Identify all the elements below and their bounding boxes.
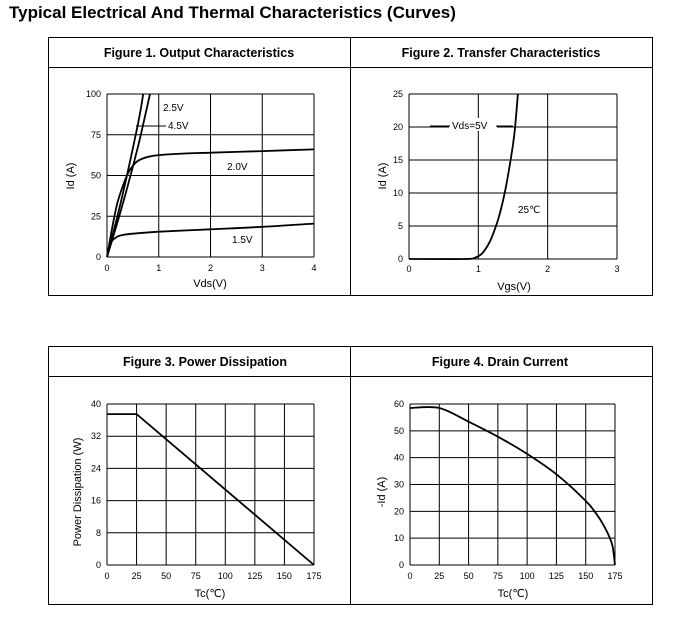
fig3-x-tick-label: 150 xyxy=(276,571,292,581)
fig4-y-tick-label: 30 xyxy=(393,479,404,490)
fig3-x-tick-label: 75 xyxy=(190,571,201,581)
fig3-y-tick-label: 40 xyxy=(90,399,101,409)
fig4-x-tick-label: 75 xyxy=(492,571,503,581)
figure-3-title: Figure 3. Power Dissipation xyxy=(123,355,287,369)
fig4-x-axis-label: Tc(℃) xyxy=(497,588,529,600)
fig1-x-tick-label: 3 xyxy=(259,263,265,273)
fig2-x-tick-label: 3 xyxy=(614,264,620,274)
figure-4-plot xyxy=(376,399,623,600)
fig2-x-tick-label: 2 xyxy=(545,264,551,274)
fig4-x-tick-label: 100 xyxy=(519,571,535,581)
fig4-y-tick-label: 0 xyxy=(398,560,404,570)
fig2-y-tick-label: 25 xyxy=(392,89,403,99)
fig4-x-tick-label: 25 xyxy=(434,571,445,581)
figure-1-plot xyxy=(65,89,317,290)
fig3-x-tick-label: 50 xyxy=(161,571,172,581)
figure-2-panel xyxy=(351,38,653,296)
fig1-x-tick-label: 1 xyxy=(156,263,162,273)
fig1-y-tick-label: 25 xyxy=(90,211,101,222)
figure-3-panel xyxy=(49,347,351,605)
fig4-y-axis-label: -Id (A) xyxy=(376,476,388,508)
fig4-x-tick-label: 125 xyxy=(548,571,564,581)
figure-4-panel xyxy=(351,347,653,605)
fig4-y-tick-label: 50 xyxy=(393,425,404,436)
fig1-x-tick-label: 2 xyxy=(207,263,214,273)
fig3-y-tick-label: 0 xyxy=(95,560,101,570)
fig2-temperature-label: 25℃ xyxy=(518,205,541,216)
fig1-x-tick-label: 4 xyxy=(311,263,317,273)
fig3-y-tick-label: 24 xyxy=(90,463,101,474)
figure-4-frame xyxy=(351,347,653,605)
figure-2-title: Figure 2. Transfer Characteristics xyxy=(401,46,601,60)
fig1-x-tick-label: 0 xyxy=(104,263,110,273)
fig2-y-tick-label: 15 xyxy=(392,155,403,165)
fig1-y-tick-label: 0 xyxy=(95,252,101,262)
fig2-y-axis-label: Id (A) xyxy=(377,162,389,190)
fig3-x-tick-label: 125 xyxy=(247,571,263,581)
fig4-x-tick-label: 150 xyxy=(578,571,594,581)
fig1-y-tick-label: 100 xyxy=(85,89,101,99)
fig3-y-axis-label: Power Dissipation (W) xyxy=(72,437,84,547)
fig1-y-tick-label: 50 xyxy=(90,170,101,181)
fig1-x-axis-label: Vds(V) xyxy=(193,278,227,290)
fig1-y-tick-label: 75 xyxy=(90,129,101,140)
fig4-y-tick-label: 60 xyxy=(393,399,404,409)
fig3-x-tick-label: 100 xyxy=(217,571,233,581)
figure-2-plot xyxy=(377,89,620,293)
fig1-series-label: 2.0V xyxy=(227,162,248,173)
page-title: Typical Electrical And Thermal Characteristics (Curves) xyxy=(9,3,456,22)
fig4-y-tick-label: 20 xyxy=(393,506,404,517)
figure-2-frame xyxy=(351,38,653,296)
figure-3-plot xyxy=(72,399,322,600)
fig4-x-tick-label: 50 xyxy=(463,571,474,581)
figure-4-title: Figure 4. Drain Current xyxy=(431,355,569,369)
fig3-x-tick-label: 25 xyxy=(131,571,142,581)
fig3-x-axis-label: Tc(℃) xyxy=(194,588,226,600)
fig2-y-tick-label: 5 xyxy=(397,221,403,231)
fig2-x-tick-label: 1 xyxy=(475,264,481,274)
fig3-y-tick-label: 8 xyxy=(95,527,101,538)
fig2-x-axis-label: Vgs(V) xyxy=(497,281,531,293)
fig4-y-tick-label: 10 xyxy=(393,533,404,544)
fig1-series-label: 1.5V xyxy=(232,235,253,246)
figure-1-title: Figure 1. Output Characteristics xyxy=(103,46,295,60)
fig2-x-tick-label: 0 xyxy=(406,264,412,274)
fig1-series-label: 4.5V xyxy=(168,121,189,132)
fig3-y-tick-label: 16 xyxy=(90,495,101,506)
fig1-series-label: 2.5V xyxy=(163,103,184,114)
figure-3-frame xyxy=(49,347,351,605)
fig3-x-tick-label: 175 xyxy=(306,571,322,581)
fig3-y-tick-label: 32 xyxy=(90,431,101,442)
fig2-y-tick-label: 10 xyxy=(392,188,403,198)
fig4-x-tick-label: 0 xyxy=(407,571,413,581)
fig4-x-tick-label: 175 xyxy=(607,571,623,581)
fig4-y-tick-label: 40 xyxy=(393,452,404,463)
fig2-y-tick-label: 20 xyxy=(392,122,403,132)
fig3-x-tick-label: 0 xyxy=(104,571,110,581)
fig2-condition-label: Vds=5V xyxy=(452,121,488,132)
fig2-y-tick-label: 0 xyxy=(397,254,403,264)
fig1-y-axis-label: Id (A) xyxy=(65,162,77,190)
fig3-series-Pd-line xyxy=(107,414,314,565)
figure-1-panel xyxy=(49,38,351,296)
